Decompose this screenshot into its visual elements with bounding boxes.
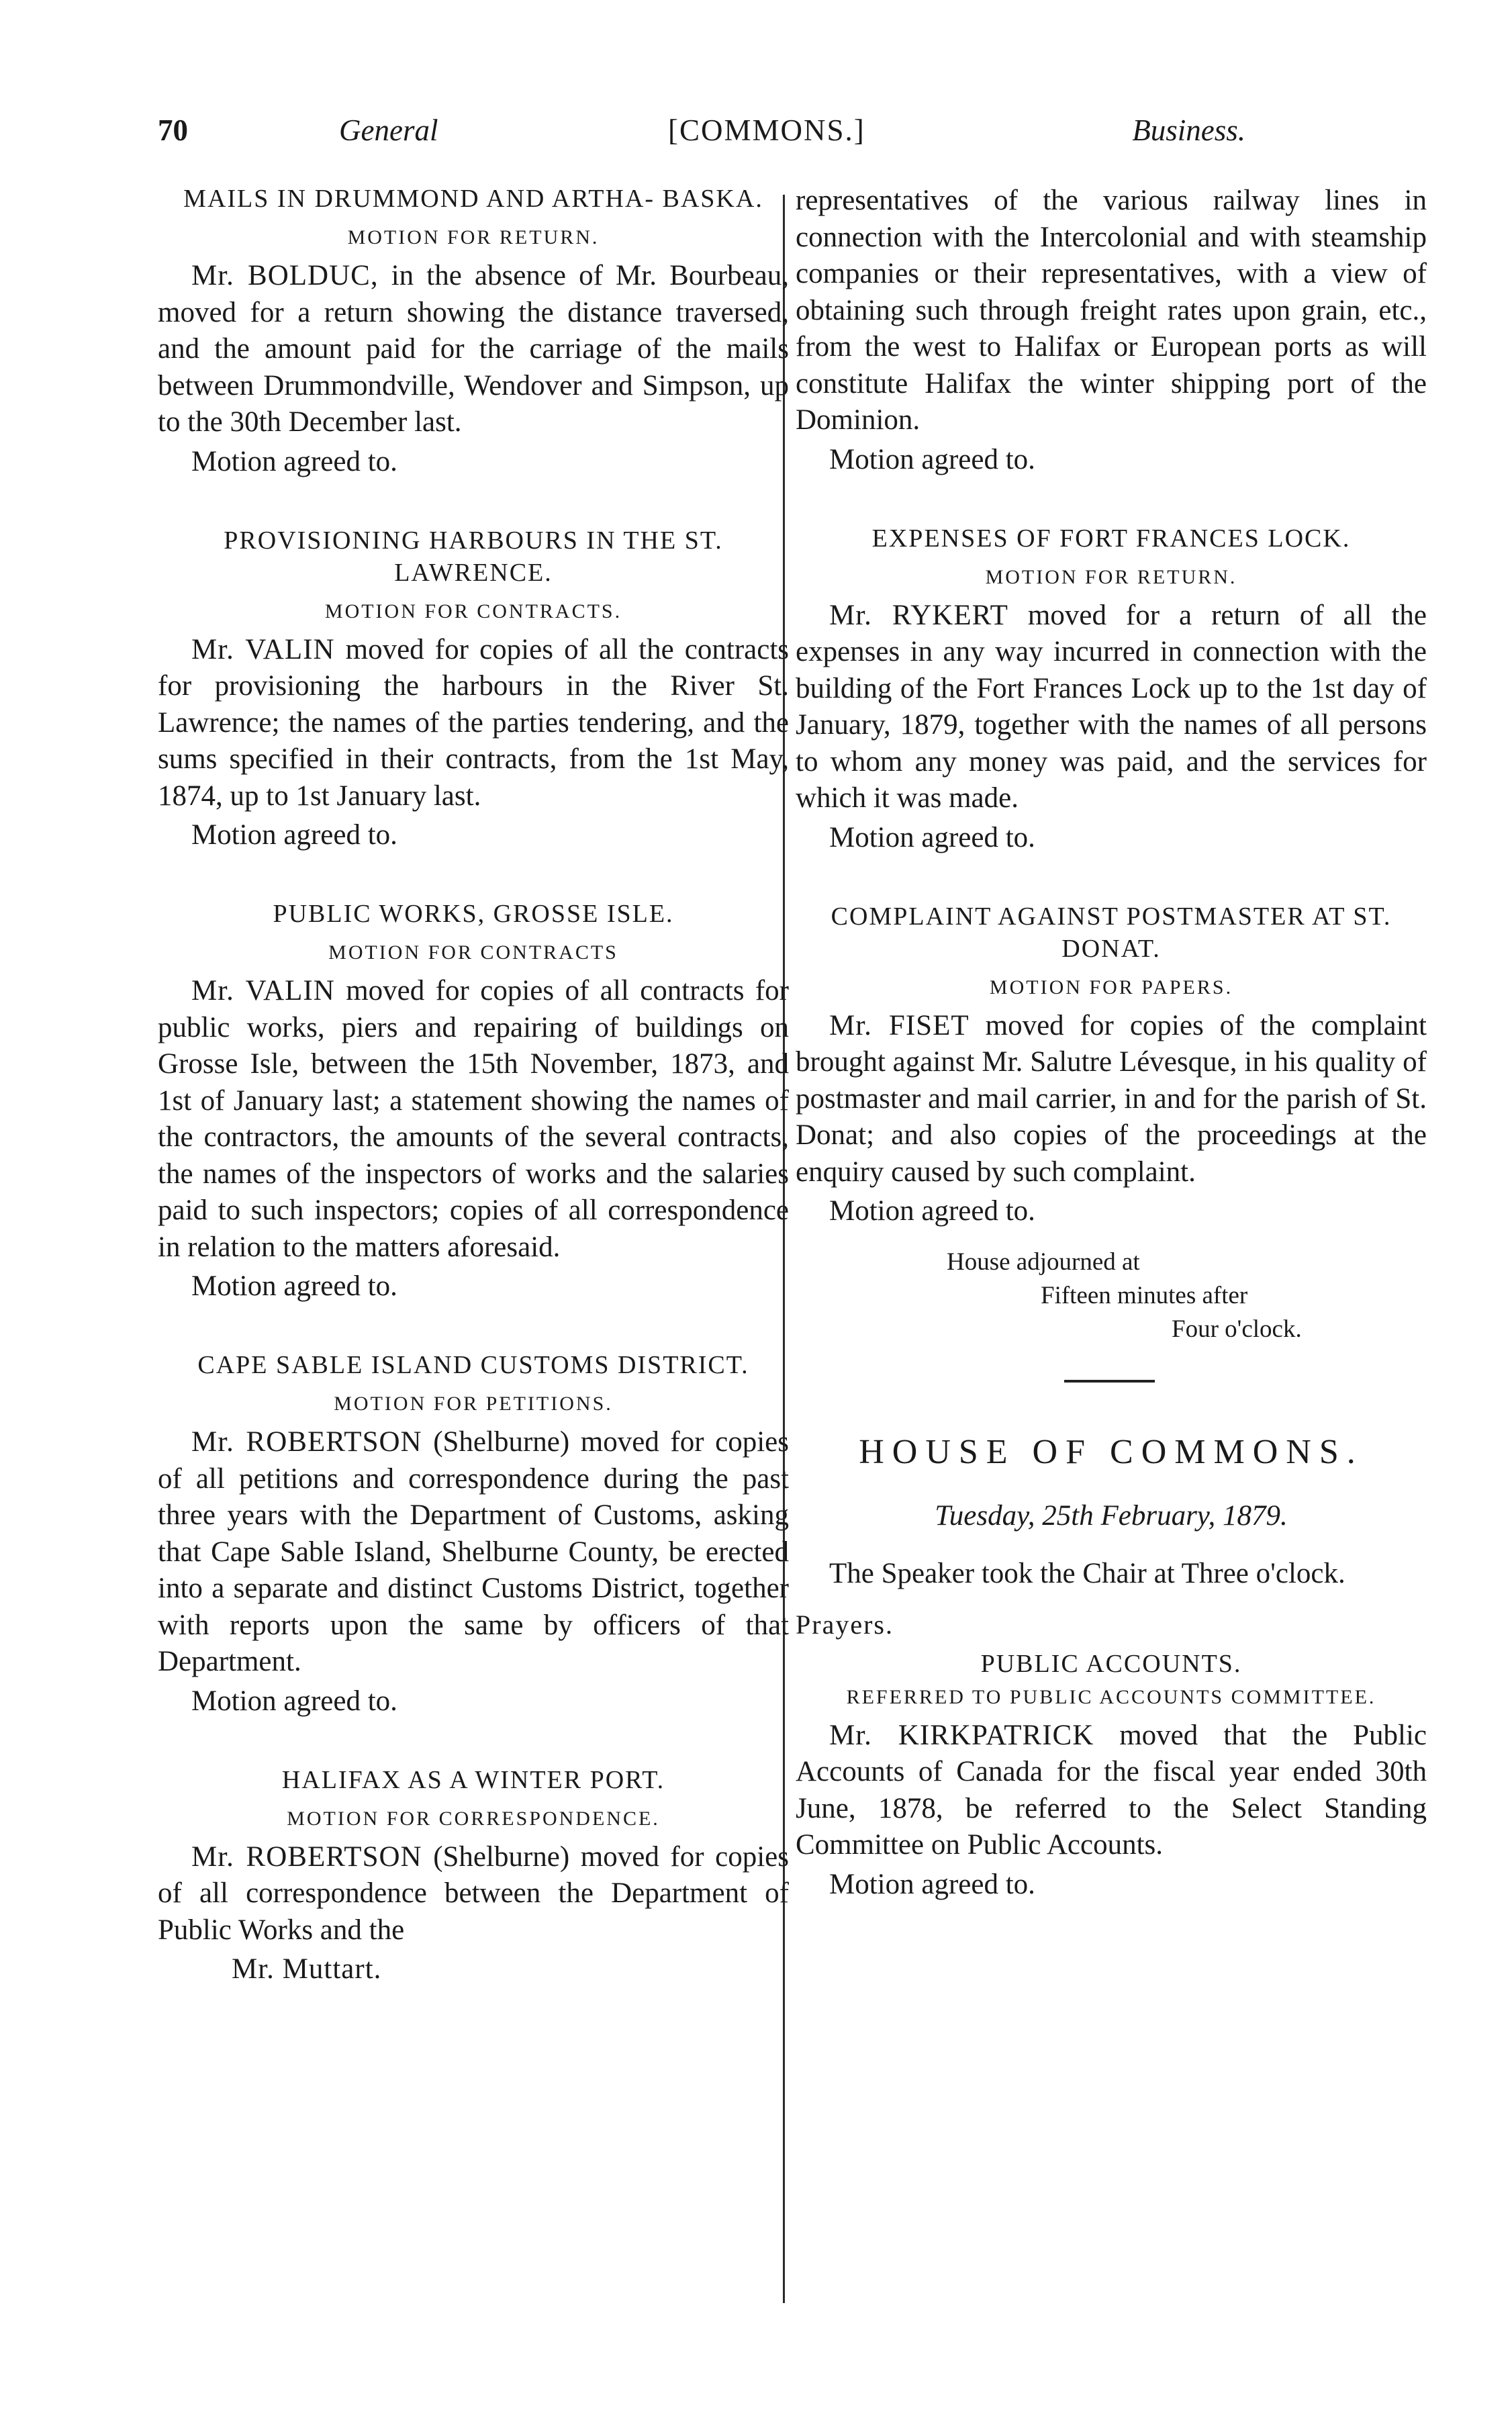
- section-title: COMPLAINT AGAINST POSTMASTER AT ST. DONAT.: [831, 902, 1392, 963]
- header-left-text: General: [339, 113, 438, 147]
- motion-text: [796, 1008, 1427, 1191]
- section-subtitle: REFERRED TO PUBLIC ACCOUNTS COMMITTEE.: [846, 1685, 1376, 1708]
- section-fort-frances-lock: [796, 522, 1427, 856]
- motion-body: moved that the Public Accounts of Canada for the fiscal year ended 30th June, 1878, be referred to the Select Standing Committee on Public Accounts.: [796, 1719, 1427, 1861]
- catchword: Mr. Muttart.: [232, 1953, 382, 1985]
- motion-agreed: Motion agreed to.: [829, 443, 1035, 475]
- motion-body: moved for copies of all contracts for public works, piers and repairing of buildings on Grosse Isle, between the 15th November, 1873, and 1st of January last; a statement showing the names of the contractors, the amounts of the several contracts, the names of the inspectors of works and the salaries paid to such inspectors; copies of all correspondence in relation to the matters aforesaid.: [158, 975, 789, 1263]
- motion-agreed: Motion agreed to.: [829, 1868, 1035, 1900]
- speaker-name: Mr. KIRKPATRICK: [829, 1719, 1094, 1751]
- sitting-date: Tuesday, 25th February, 1879.: [935, 1500, 1288, 1532]
- chair-statement: The Speaker took the Chair at Three o'clock.: [829, 1558, 1345, 1589]
- motion-text: [158, 258, 789, 441]
- section-subtitle: MOTION FOR PETITIONS.: [334, 1393, 613, 1415]
- speaker-name: Mr. ROBERTSON: [191, 1840, 422, 1873]
- motion-agreed: Motion agreed to.: [191, 445, 397, 477]
- section-title: CAPE SABLE ISLAND CUSTOMS DISTRICT.: [197, 1351, 749, 1379]
- section-subtitle: MOTION FOR RETURN.: [347, 226, 600, 248]
- adjournment-line: Fifteen minutes after: [1041, 1282, 1248, 1309]
- motion-agreed: Motion agreed to.: [191, 1685, 397, 1717]
- motion-agreed: Motion agreed to.: [829, 1195, 1035, 1227]
- prayers-heading: Prayers.: [796, 1609, 894, 1640]
- motion-text: [796, 1718, 1427, 1864]
- continuation-text: representatives of the various railway lines in connection with the Intercolonial and with steamship companies or their representatives, with a view of obtaining such through freight rates upon grain, etc., from the west to Halifax or European ports as will constitute Halifax the winter shipping port of the Dominion.: [796, 185, 1427, 436]
- motion-text: [158, 1839, 789, 1949]
- section-public-works-grosse-isle: [158, 898, 789, 1305]
- house-title: HOUSE OF COMMONS.: [859, 1433, 1364, 1471]
- motion-body: (Shelburne) moved for copies of all correspondence between the Department of Public Works and the: [158, 1840, 790, 1946]
- motion-body: moved for copies of all the contracts for provisioning the harbours in the River St. Lawrence; the names of the parties tendering, and the sums specified in their contracts, from the 1st May, 1874, up to 1st January last.: [158, 633, 790, 812]
- section-title: PROVISIONING HARBOURS IN THE ST. LAWRENCE.: [224, 526, 723, 587]
- section-mails-drummond: [158, 183, 789, 480]
- header-center-text: [COMMONS.]: [668, 113, 865, 147]
- right-column: [796, 183, 1427, 1903]
- motion-body: moved for copies of the complaint brought against Mr. Salutre Lévesque, in his quality of postmaster and mail carrier, in and for the parish of St. Donat; and also copies of the proceedings at the enquiry caused by such complaint.: [796, 1009, 1427, 1188]
- speaker-name: Mr. VALIN: [191, 633, 335, 665]
- adjournment-line: Four o'clock.: [1172, 1315, 1302, 1343]
- section-subtitle: MOTION FOR CONTRACTS: [328, 941, 618, 964]
- section-halifax-winter-port: [158, 1764, 789, 1988]
- motion-text: [158, 632, 789, 815]
- motion-agreed: Motion agreed to.: [829, 821, 1035, 853]
- motion-text: [158, 973, 789, 1266]
- adjournment-note: [796, 1246, 1427, 1346]
- section-title: PUBLIC WORKS, GROSSE ISLE.: [273, 900, 674, 928]
- motion-text: [796, 598, 1427, 817]
- section-subtitle: MOTION FOR CONTRACTS.: [324, 600, 622, 622]
- left-column: [158, 183, 789, 1987]
- section-title: MAILS IN DRUMMOND AND ARTHA- BASKA.: [183, 185, 763, 213]
- section-halifax-continuation: [796, 183, 1427, 478]
- motion-agreed: Motion agreed to.: [191, 1270, 397, 1302]
- section-divider-rule: [1064, 1380, 1155, 1383]
- speaker-name: Mr. ROBERTSON: [191, 1426, 422, 1458]
- speaker-name: Mr. RYKERT: [829, 599, 1008, 631]
- section-subtitle: MOTION FOR RETURN.: [985, 565, 1237, 588]
- motion-body: moved for a return of all the expenses in any way incurred in connection with the building of the Fort Frances Lock up to the 1st day of January, 1879, together with the names of all persons to whom any money was paid, and the services for which it was made.: [796, 599, 1427, 814]
- section-subtitle: MOTION FOR CORRESPONDENCE.: [287, 1807, 660, 1830]
- motion-body: in the absence of Mr. Bourbeau, moved for a return showing the distance traversed, and the amount paid for the carriage of the mails between Drummondville, Wendover and Simpson, up to the 30th December last.: [158, 260, 790, 438]
- motion-agreed: Motion agreed to.: [191, 819, 397, 851]
- speaker-name: Mr. VALIN: [191, 975, 335, 1007]
- page-number: 70: [158, 113, 188, 147]
- speaker-name: Mr. BOLDUC,: [191, 260, 379, 291]
- motion-body: (Shelburne) moved for copies of all petitions and correspondence during the past three years with the Department of Customs, asking that Cape Sable Island, Shelburne County, be erected into a separate and distinct Customs District, together with reports upon the same by officers of that Department.: [158, 1426, 790, 1677]
- adjournment-line: House adjourned at: [947, 1248, 1140, 1276]
- running-header: [158, 113, 1245, 160]
- motion-text: [158, 1424, 789, 1681]
- section-cape-sable-island: [158, 1349, 789, 1720]
- section-title: PUBLIC ACCOUNTS.: [980, 1649, 1242, 1678]
- section-st-donat-complaint: [796, 900, 1427, 1230]
- speaker-name: Mr. FISET: [829, 1009, 970, 1041]
- section-subtitle: MOTION FOR PAPERS.: [989, 976, 1233, 998]
- section-title: HALIFAX AS A WINTER PORT.: [281, 1765, 665, 1794]
- section-title: EXPENSES OF FORT FRANCES LOCK.: [871, 524, 1351, 553]
- section-provisioning-harbours: [158, 524, 789, 854]
- header-right-text: Business.: [1132, 113, 1245, 147]
